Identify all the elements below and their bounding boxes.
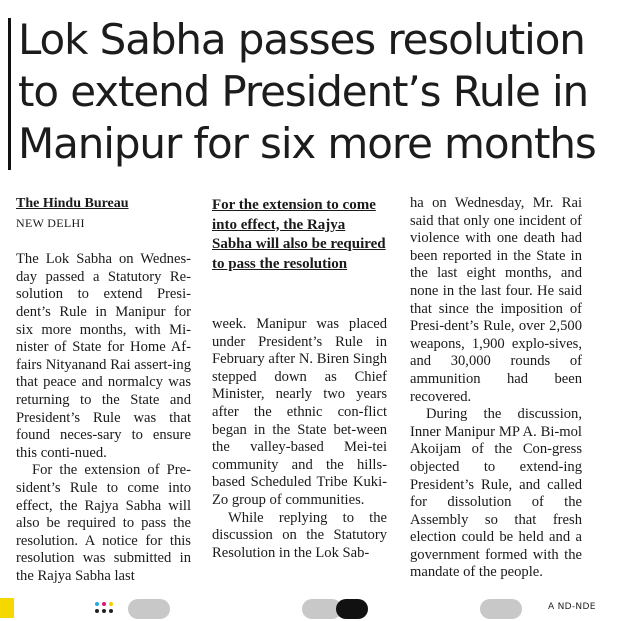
column-3-paragraph-2: During the discussion, Inner Manipur MP A. Bi-mol Akoijam of the Con-gress objected to extend-ing President’s Rule, and called for dissolution of the Assembly so that fresh election could be held and a government formed with the mandate of the people. <box>410 406 582 581</box>
article-column-2 <box>212 196 387 562</box>
column-2-paragraph-2: While replying to the discussion on the Statutory Resolution in the Lok Sab- <box>212 509 387 561</box>
headline <box>18 14 613 170</box>
yellow-dot <box>109 602 113 606</box>
headline-rule <box>8 18 11 170</box>
dateline: NEW DELHI <box>16 215 85 230</box>
gray-bar-mark <box>480 599 522 619</box>
article-column-1 <box>16 195 191 585</box>
headline-line-3: Manipur for six more months <box>18 119 596 168</box>
registration-mark <box>0 598 14 618</box>
color-registration-dots <box>95 601 125 615</box>
cyan-dot <box>95 602 99 606</box>
byline: The Hindu Bureau <box>16 196 129 211</box>
column-1-paragraph-2: For the extension of Pre-sident’s Rule to come into effect, the Rajya Sabha will also be required to pass the resolution. A notice for this resolution was submitted in the Rajya Sabha last <box>16 462 191 584</box>
black-dot <box>102 609 106 613</box>
black-bar-mark <box>336 599 368 619</box>
gray-bar-mark <box>128 599 170 619</box>
headline-line-1: Lok Sabha passes resolution <box>18 15 585 64</box>
article-column-3 <box>410 195 582 582</box>
pull-quote: For the extension to come into effect, the Rajya Sabha will also be required to pass the resolution <box>212 197 386 272</box>
column-1-paragraph-1: The Lok Sabha on Wednes-day passed a Statutory Re-solution to extend Presi-dent’s Rule in Manipur for six more months, with Mi-nister of State for Home Af-fairs Nityanand Rai assert-ing that peace and normalcy was returning to the State and President’s Rule was that found neces-sary to ensure this conti-nued. <box>16 251 191 461</box>
magenta-dot <box>102 602 106 606</box>
column-3-paragraph-1: ha on Wednesday, Mr. Rai said that only one incident of violence with one death had been reported in the State in the last eight months, and none in the last four. He said that since the imposition of Presi-dent’s Rule, over 2,500 weapons, 1,900 explo-sives, and 30,000 rounds of ammunition had been recovered. <box>410 195 582 405</box>
headline-line-2: to extend President’s Rule in <box>18 67 589 116</box>
black-dot <box>109 609 113 613</box>
black-dot <box>95 609 99 613</box>
print-code: A ND-NDE <box>548 602 596 612</box>
column-2-paragraph-1: week. Manipur was placed under President’s Rule in February after N. Biren Singh stepped down as Chief Minister, nearly two years after the ethnic con-flict began in the State bet-ween the valley-based Mei-tei community and the hills-based Scheduled Tribe Kuki-Zo group of communities. <box>212 316 387 508</box>
